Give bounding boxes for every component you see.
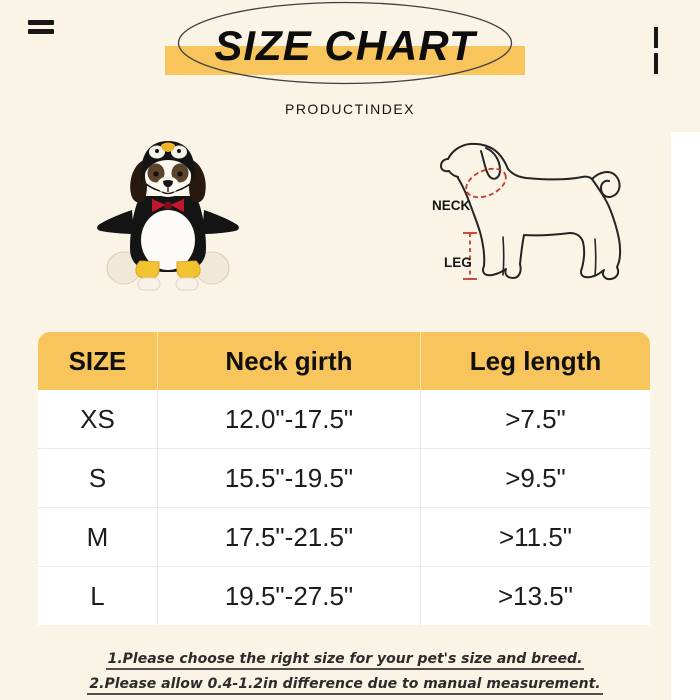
- size-cell: L: [90, 580, 105, 611]
- penguin-eye: [177, 149, 181, 153]
- page-title: SIZE CHART: [214, 22, 476, 69]
- penguin-wing: [97, 210, 134, 234]
- table-row: [38, 448, 650, 507]
- size-notes: [0, 650, 690, 700]
- note-2: 2.Please allow 0.4-1.2in difference due to manual measurement.: [87, 676, 602, 695]
- size-cell: XS: [80, 403, 115, 434]
- leg-length-cell: >13.5": [420, 567, 650, 625]
- size-table: [38, 332, 650, 625]
- column-header-size: SIZE: [68, 345, 127, 376]
- leg-length-cell: >7.5": [420, 390, 650, 448]
- neck-girth-cell: 15.5"-19.5": [157, 449, 420, 507]
- size-cell: M: [86, 521, 109, 552]
- penguin-eye: [155, 149, 159, 153]
- column-header-neck-girth: Neck girth: [157, 332, 420, 390]
- dog-paw: [176, 278, 198, 290]
- penguin-foot: [136, 261, 159, 279]
- neck-girth-cell: 17.5"-21.5": [157, 508, 420, 566]
- table-row: [38, 566, 650, 625]
- column-header-leg-length: Leg length: [420, 332, 650, 390]
- penguin-wing: [202, 210, 239, 234]
- neck-label: NECK: [432, 198, 471, 213]
- table-row: [38, 507, 650, 566]
- table-row: [38, 390, 650, 448]
- dog-eye: [153, 171, 158, 176]
- size-table-header: [38, 332, 650, 390]
- leg-length-cell: >11.5": [420, 508, 650, 566]
- note-1: 1.Please choose the right size for your pet's size and breed.: [106, 651, 585, 670]
- size-table-body: [38, 390, 650, 625]
- leg-length-cell: >9.5": [420, 449, 650, 507]
- neck-girth-cell: 12.0"-17.5": [157, 390, 420, 448]
- neck-girth-cell: 19.5"-27.5": [157, 567, 420, 625]
- measurement-diagram: [424, 133, 652, 305]
- dog-eye: [177, 171, 182, 176]
- penguin-foot: [177, 261, 200, 279]
- size-cell: S: [88, 462, 107, 493]
- dog-paw: [138, 278, 160, 290]
- page-subtitle: PRODUCTINDEX: [284, 101, 415, 117]
- product-photo-penguin-costume-dog: [88, 136, 248, 298]
- bow-tie-knot: [164, 202, 172, 210]
- leg-label: LEG: [444, 255, 472, 270]
